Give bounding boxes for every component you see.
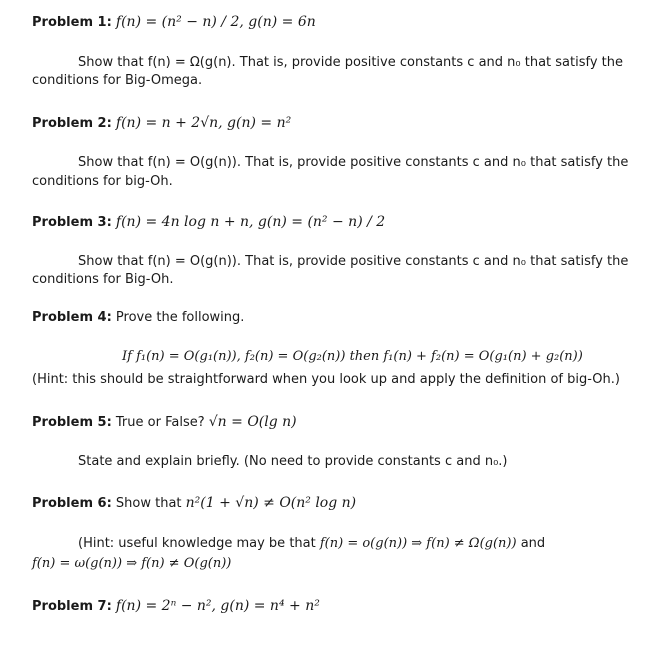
problem-4-hint: (Hint: this should be straightforward when you look up and apply the definition of big-Oh.) bbox=[32, 372, 620, 387]
problem-3-formula: f(n) = 4n log n + n, g(n) = (n² − n) / 2 bbox=[115, 214, 386, 230]
problem-4-label: Problem 4: bbox=[32, 310, 112, 325]
problem-5-formula: √n = O(lg n) bbox=[208, 414, 297, 430]
problem-2-label: Problem 2: bbox=[32, 116, 112, 131]
problem-2-desc-line2: conditions for big-Oh. bbox=[32, 174, 173, 189]
problem-4-statement: If f₁(n) = O(g₁(n)), f₂(n) = O(g₂(n)) then f₁(n) + f₂(n) = O(g₁(n) + g₂(n)) bbox=[122, 349, 583, 364]
problem-1-desc-line2: conditions for Big-Omega. bbox=[32, 73, 203, 88]
problem-6-header bbox=[32, 494, 356, 513]
problem-7-formula: f(n) = 2ⁿ − n², g(n) = n⁴ + n² bbox=[115, 598, 320, 614]
problem-6-formula: n²(1 + √n) ≠ O(n² log n) bbox=[185, 495, 357, 511]
problem-1-desc-line1: Show that f(n) = Ω(g(n). That is, provide positive constants c and n₀ that satisfy the bbox=[78, 55, 623, 70]
problem-3-header bbox=[32, 213, 385, 232]
problem-6-hint-text: (Hint: useful knowledge may be that bbox=[78, 536, 316, 551]
problem-5-text: True or False? bbox=[115, 415, 205, 430]
problem-5-label: Problem 5: bbox=[32, 415, 112, 430]
problem-6-label: Problem 6: bbox=[32, 496, 112, 511]
problem-2-header bbox=[32, 114, 291, 133]
problem-7-header bbox=[32, 597, 320, 616]
problem-4-header bbox=[32, 309, 244, 327]
problem-6-hint-line1 bbox=[78, 535, 545, 553]
problem-4-text: Prove the following. bbox=[115, 310, 245, 325]
problem-3-label: Problem 3: bbox=[32, 215, 112, 230]
problem-3-desc-line1: Show that f(n) = O(g(n)). That is, provide positive constants c and n₀ that satisfy the bbox=[78, 254, 629, 269]
problem-6-hint-end: and bbox=[520, 536, 546, 551]
problem-5-header bbox=[32, 413, 297, 432]
problem-1-label: Problem 1: bbox=[32, 15, 112, 30]
problem-3-desc-line2: conditions for Big-Oh. bbox=[32, 272, 174, 287]
problem-6-hint-formula-2: f(n) = ω(g(n)) ⇒ f(n) ≠ O(g(n)) bbox=[32, 556, 232, 571]
problem-2-desc-line1: Show that f(n) = O(g(n)). That is, provide positive constants c and n₀ that satisfy the bbox=[78, 155, 629, 170]
problem-5-desc: State and explain briefly. (No need to provide constants c and n₀.) bbox=[78, 454, 508, 469]
problem-2-formula: f(n) = n + 2√n, g(n) = n² bbox=[115, 115, 292, 131]
problem-7-label: Problem 7: bbox=[32, 599, 112, 614]
problem-6-text: Show that bbox=[115, 496, 182, 511]
problem-1-formula: f(n) = (n² − n) / 2, g(n) = 6n bbox=[115, 14, 316, 30]
problem-6-hint-formula-1: f(n) = o(g(n)) ⇒ f(n) ≠ Ω(g(n)) bbox=[319, 536, 517, 551]
problem-1-header bbox=[32, 13, 316, 32]
